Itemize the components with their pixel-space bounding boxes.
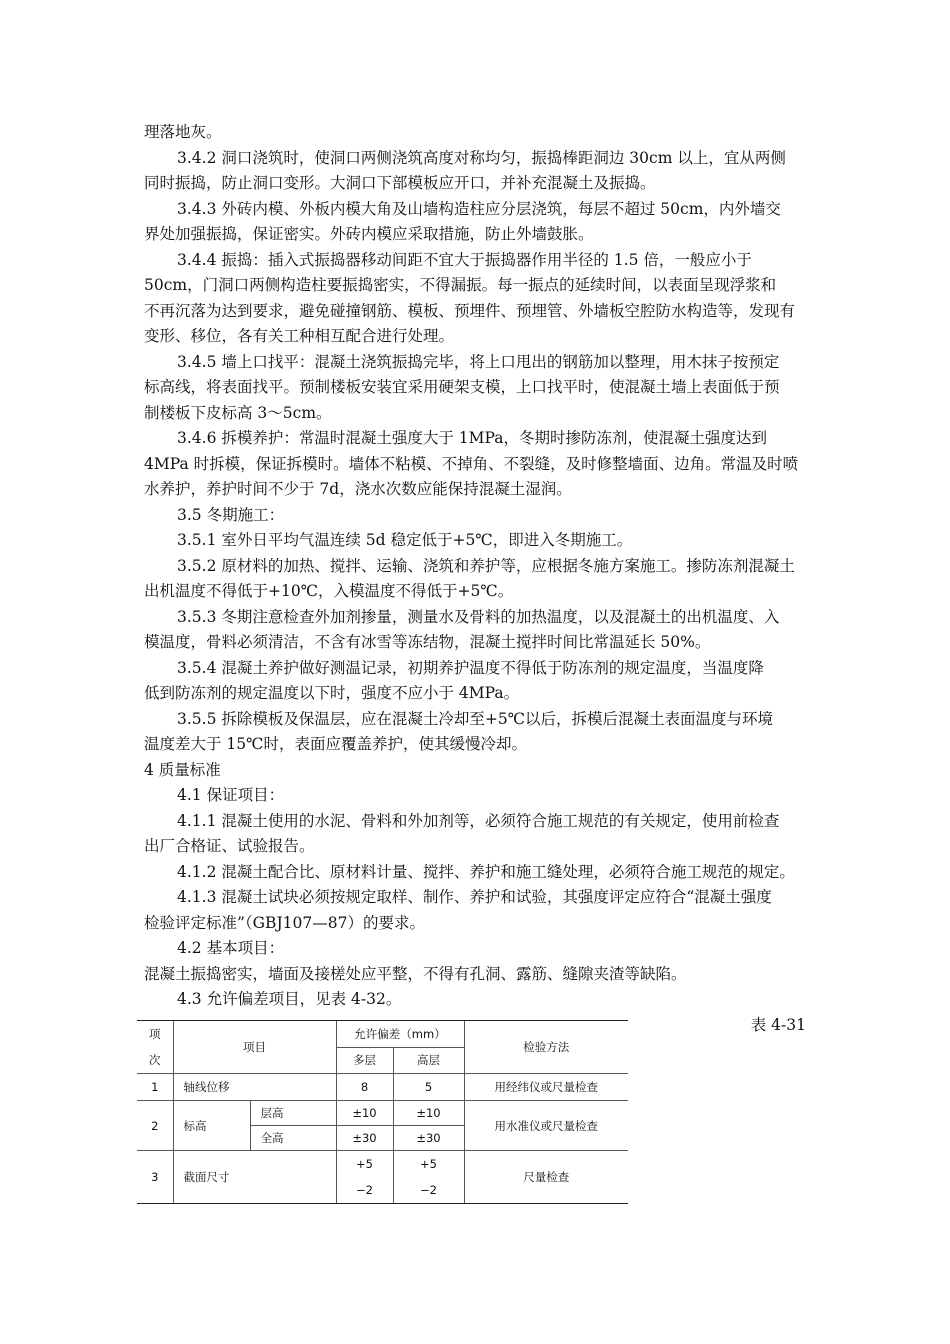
text-line: 模温度，骨料必须清洁，不含有冰雪等冻结物，混凝土搅拌时间比常温延长 50%。 [144, 633, 711, 651]
text-line: 界处加强振捣，保证密实。外砖内模应采取措施，防止外墙鼓胀。 [144, 225, 594, 243]
text-line: 3.5.5 拆除模板及保温层，应在混凝土冷却至+5℃以后，拆模后混凝土表面温度与环境 [177, 709, 774, 728]
text-line: 3.5.3 冬期注意检查外加剂掺量，测量水及骨料的加热温度，以及混凝土的出机温度、入 [177, 607, 780, 626]
table-row [137, 1151, 628, 1204]
text-line: 出机温度不得低于+10℃，入模温度不得低于+5℃。 [144, 582, 514, 600]
text-line: 理落地灰。 [144, 123, 222, 141]
cell-item: 截面尺寸 [173, 1151, 336, 1204]
text-line: 3.4.2 洞口浇筑时，使洞口两侧浇筑高度对称均匀，振捣棒距洞边 30cm 以上，宜从两侧 [177, 148, 786, 167]
cell-multi-upper: +5 [356, 1157, 373, 1171]
cell-high-lower: −2 [420, 1183, 437, 1197]
text-line: 4.1.2 混凝土配合比、原材料计量、搅拌、养护和施工缝处理，必须符合施工规范的规定。 [177, 862, 795, 881]
cell-no: 2 [137, 1101, 173, 1151]
text-line: 4 质量标准 [144, 760, 221, 779]
text-line: 同时振捣，防止洞口变形。大洞口下部模板应开口，并补充混凝土及振捣。 [144, 174, 656, 192]
text-line: 混凝土振捣密实，墙面及接槎处应平整，不得有孔洞、露筋、缝隙夹渣等缺陷。 [144, 964, 687, 983]
text-line: 3.4.3 外砖内模、外板内模大角及山墙构造柱应分层浇筑，每层不超过 50cm，内外墙交 [177, 199, 781, 218]
header-deviation: 允许偏差（mm） [336, 1021, 464, 1048]
header-high: 高层 [393, 1047, 464, 1074]
text-line: 50cm，门洞口两侧构造柱要振捣密实，不得漏振。每一振点的延续时间，以表面呈现浮浆和 [144, 276, 777, 294]
text-line: 3.4.5 墙上口找平：混凝土浇筑振捣完毕，将上口甩出的钢筋加以整理，用木抹子按预定 [177, 352, 780, 371]
text-line: 4.1 保证项目： [177, 786, 285, 804]
text-line: 3.5.4 混凝土养护做好测温记录，初期养护温度不得低于防冻剂的规定温度，当温度降 [177, 658, 764, 677]
header-no-2: 次 [149, 1053, 161, 1067]
cell-no: 1 [137, 1074, 173, 1101]
cell-method: 用经纬仪或尺量检查 [464, 1074, 628, 1101]
text-line: 4MPa 时拆模，保证拆模时。墙体不粘模、不掉角、不裂缝，及时修整墙面、边角。常温及时喷 [144, 454, 799, 473]
cell-high [393, 1151, 464, 1204]
text-line: 3.5.2 原材料的加热、搅拌、运输、浇筑和养护等，应根据冬施方案施工。掺防冻剂混凝土 [177, 556, 795, 575]
text-line: 3.4.4 振捣：插入式振捣器移动间距不宜大于振捣器作用半径的 1.5 倍，一般应小于 [177, 250, 752, 269]
cell-item: 轴线位移 [173, 1074, 336, 1101]
text-line: 温度差大于 15℃时，表面应覆盖养护，使其缓慢冷却。 [144, 735, 527, 753]
cell-high-upper: +5 [420, 1157, 437, 1171]
cell-no: 3 [137, 1151, 173, 1204]
text-line: 3.4.6 拆模养护：常温时混凝土强度大于 1MPa，冬期时掺防冻剂，使混凝土强度达到 [177, 429, 768, 447]
header-multi: 多层 [336, 1047, 393, 1074]
cell-item: 标高 [173, 1101, 250, 1151]
text-line: 变形、移位，各有关工种相互配合进行处理。 [144, 327, 455, 345]
header-item: 项目 [173, 1021, 336, 1074]
cell-multi [336, 1151, 393, 1204]
cell-method: 用水准仪或尺量检查 [464, 1101, 628, 1151]
text-line: 4.2 基本项目： [177, 939, 285, 957]
cell-multi-lower: −2 [356, 1183, 373, 1197]
text-line: 3.5 冬期施工： [177, 505, 285, 524]
header-no [137, 1021, 173, 1074]
document-body [144, 120, 806, 1038]
text-line: 不再沉落为达到要求，避免碰撞钢筋、模板、预埋件、预埋管、外墙板空腔防水构造等，发现有 [144, 301, 796, 320]
cell-method: 尺量检查 [464, 1151, 628, 1204]
text-line: 4.3 允许偏差项目，见表 4-32。 [177, 990, 402, 1008]
cell-sub: 全高 [250, 1126, 336, 1151]
text-line: 检验评定标准”（GBJ107—87）的要求。 [144, 913, 425, 932]
cell-high: ±10 [393, 1101, 464, 1126]
cell-sub: 层高 [250, 1101, 336, 1126]
table-caption: 表 4-31 [750, 1015, 806, 1034]
table-row [137, 1074, 628, 1101]
text-line: 4.1.1 混凝土使用的水泥、骨料和外加剂等，必须符合施工规范的有关规定，使用前检查 [177, 811, 780, 830]
text-line: 4.1.3 混凝土试块必须按规定取样、制作、养护和试验，其强度评定应符合“混凝土强度 [177, 888, 772, 906]
text-line: 制楼板下皮标高 3～5cm。 [144, 403, 332, 422]
deviation-table [137, 1020, 628, 1204]
cell-high: 5 [393, 1074, 464, 1101]
table-row [137, 1101, 628, 1126]
cell-multi: ±30 [336, 1126, 393, 1151]
text-line: 出厂合格证、试验报告。 [144, 837, 315, 855]
cell-high: ±30 [393, 1126, 464, 1151]
text-line: 3.5.1 室外日平均气温连续 5d 稳定低于+5℃，即进入冬期施工。 [177, 531, 633, 549]
text-line: 标高线，将表面找平。预制楼板安装宜采用硬架支模，上口找平时，使混凝土墙上表面低于预 [144, 378, 780, 396]
text-line: 水养护，养护时间不少于 7d，浇水次数应能保持混凝土湿润。 [144, 480, 572, 498]
text-line: 低到防冻剂的规定温度以下时，强度不应小于 4MPa。 [144, 684, 520, 702]
header-no-1: 项 [149, 1027, 161, 1041]
header-method: 检验方法 [464, 1021, 628, 1074]
table-header-row [137, 1021, 628, 1048]
cell-multi: 8 [336, 1074, 393, 1101]
cell-multi: ±10 [336, 1101, 393, 1126]
